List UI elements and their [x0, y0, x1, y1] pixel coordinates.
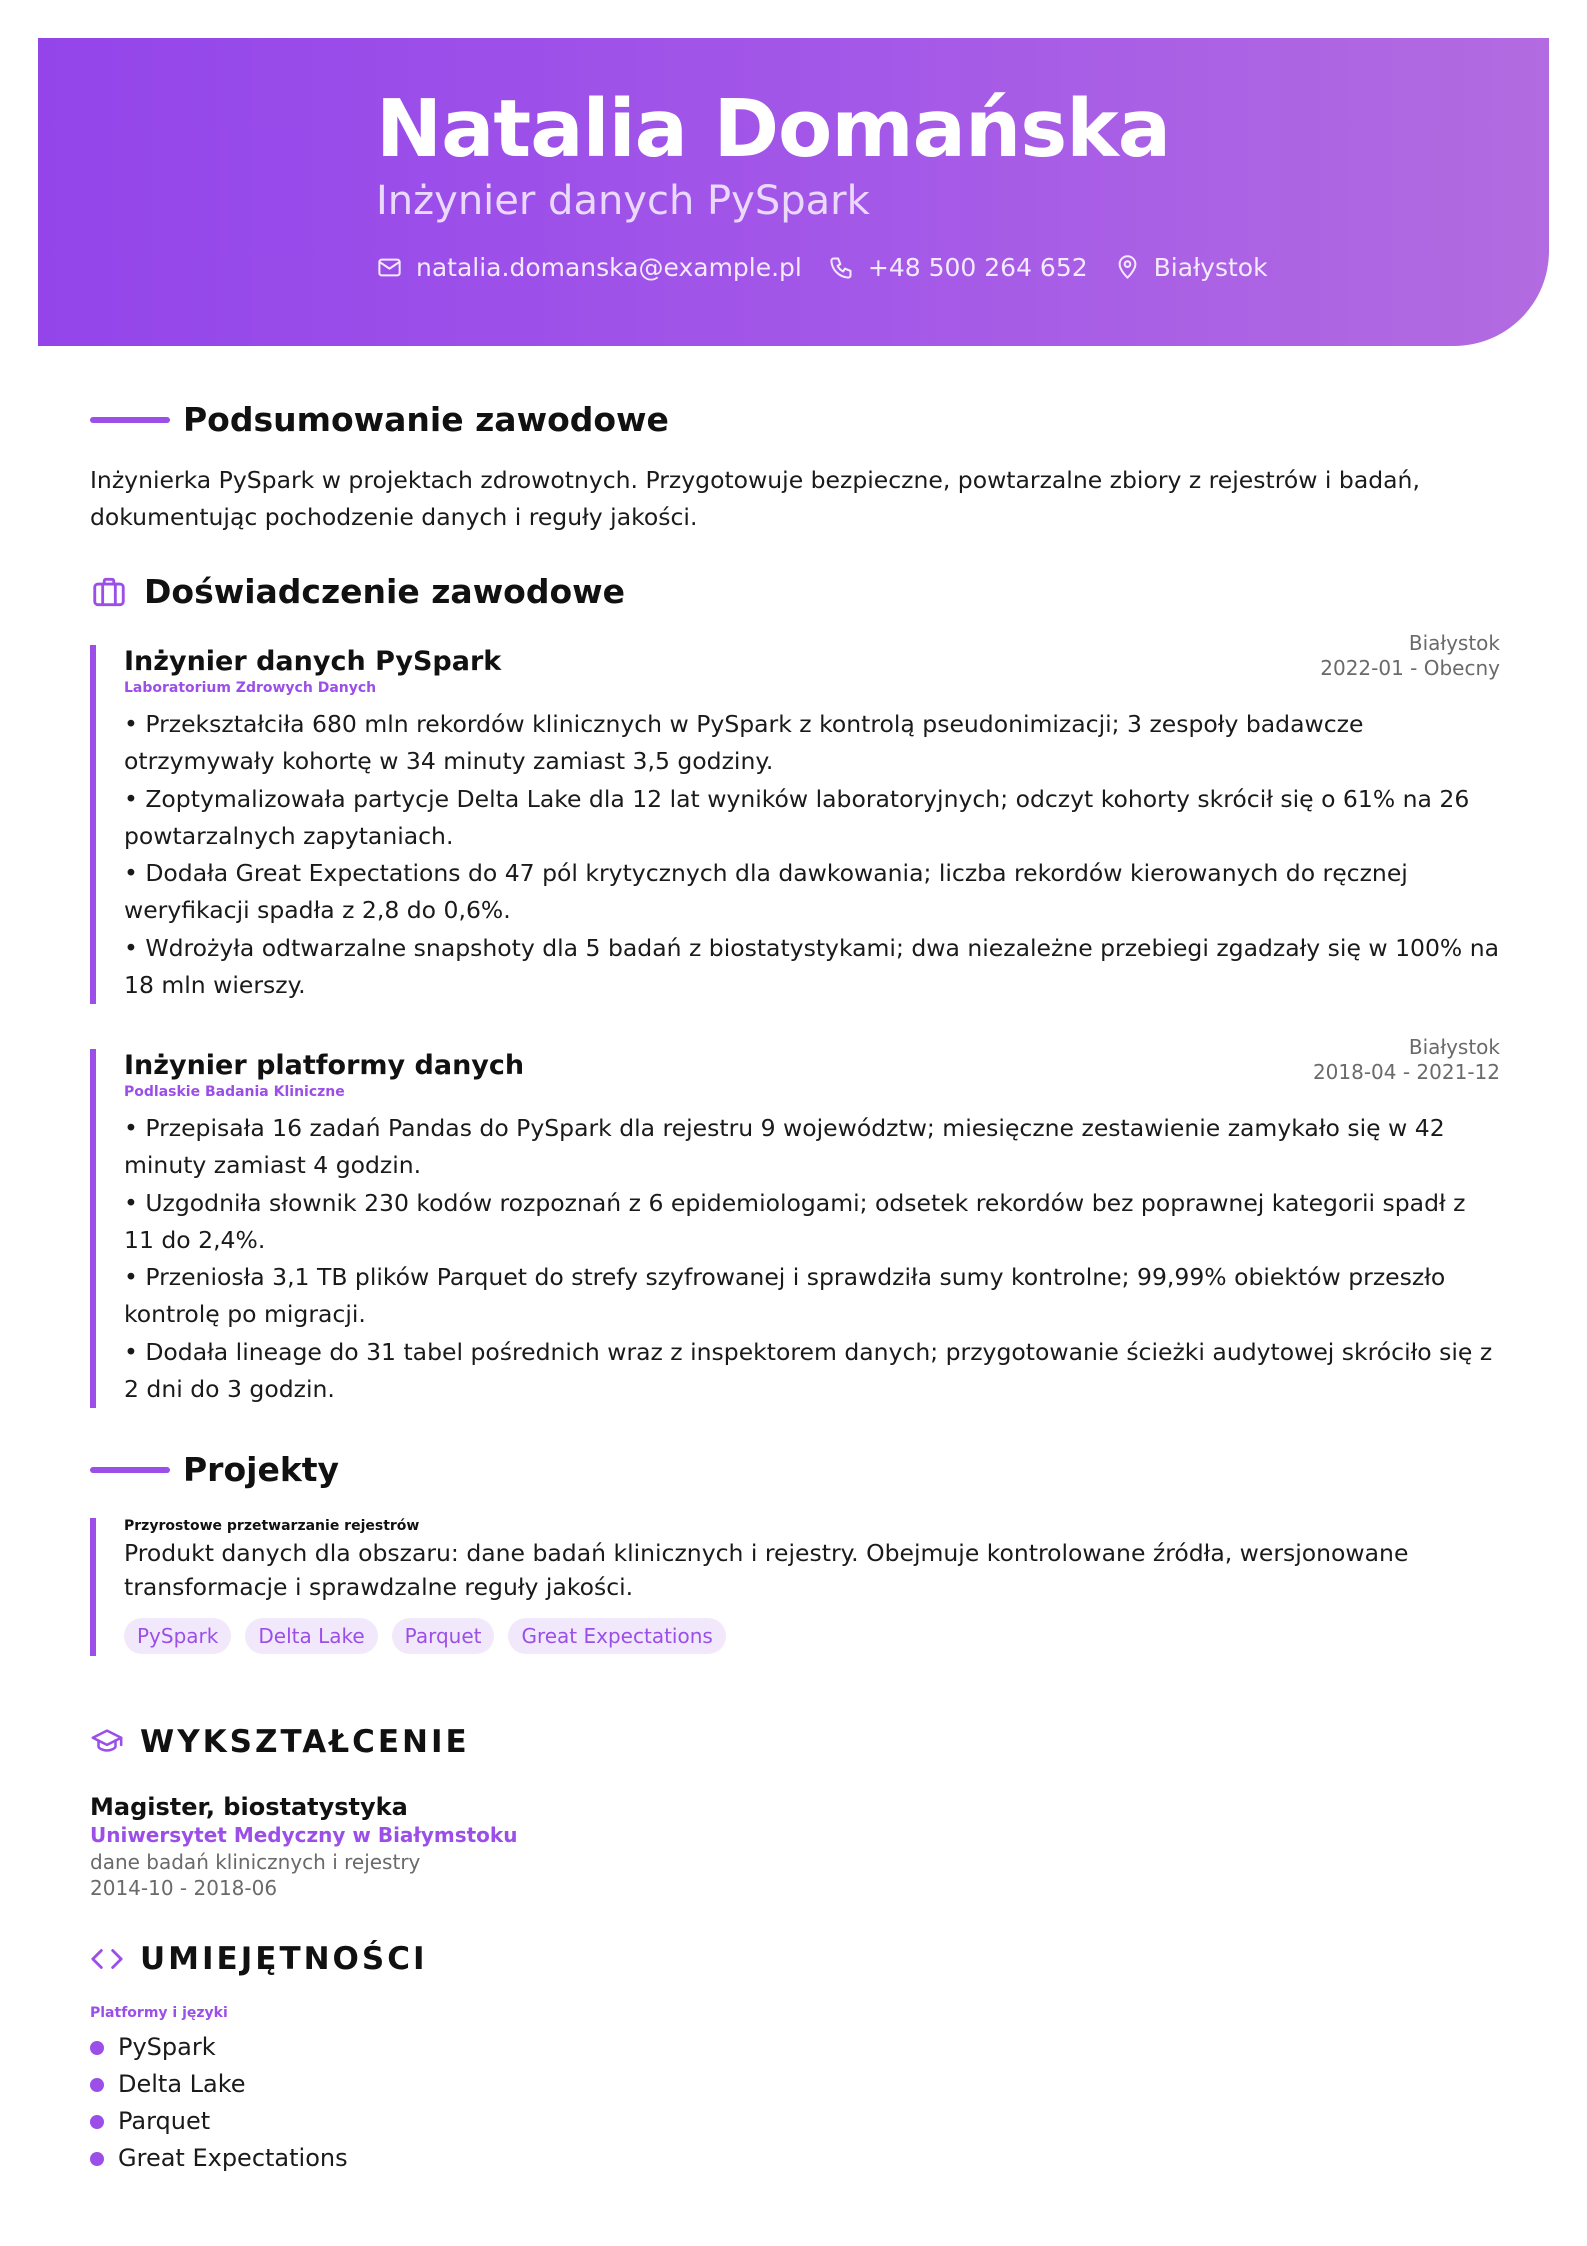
education-heading: [90, 1724, 470, 1760]
job-dates: 2022-01 - Obecny: [1320, 656, 1500, 680]
heading-accent-line: [90, 1467, 170, 1473]
job-bullets: [124, 1110, 1500, 1408]
email-text: natalia.domanska@example.pl: [416, 252, 802, 282]
job-bullet: • Przeniosła 3,1 TB plików Parquet do strefy szyfrowanej i sprawdziła sumy kontrolne; 99,99% obiektów przeszło kontrolę po migracji.: [124, 1263, 1446, 1329]
bullet-dot: [90, 2152, 104, 2166]
project-tag: Great Expectations: [508, 1618, 725, 1654]
job-meta: [1313, 1035, 1500, 1100]
job-bullet: • Zoptymalizowała partycje Delta Lake dla 12 lat wyników laboratoryjnych; odczyt kohorty skrócił się o 61% na 26 powtarzalnych zapytaniach.: [124, 784, 1470, 850]
contact-email[interactable]: [376, 253, 802, 282]
job-bullet: • Dodała Great Expectations do 47 pól krytycznych dla dawkowania; liczba rekordów kierowanych do ręcznej weryfikacji spadła z 2,8 do 0,6%.: [124, 859, 1408, 925]
header-banner: [38, 38, 1549, 346]
education-degree: Magister, biostatystyka: [90, 1793, 408, 1821]
project-title: Przyrostowe przetwarzanie rejestrów: [124, 1518, 420, 1534]
envelope-icon: [376, 254, 403, 281]
skill-label: Great Expectations: [118, 2144, 348, 2172]
section-title: Doświadczenie zawodowe: [144, 572, 626, 611]
heading-accent-line: [90, 417, 170, 423]
education-dates: 2014-10 - 2018-06: [90, 1876, 278, 1900]
job-bullet: • Uzgodniła słownik 230 kodów rozpoznań z 6 epidemiologami; odsetek rekordów bez poprawnej kategorii spadł z 11 do 2,4%.: [124, 1188, 1466, 1254]
phone-icon: [828, 254, 855, 281]
project-description: Produkt danych dla obszaru: dane badań klinicznych i rejestry. Obejmuje kontrolowane źródła, wersjonowane transformacje i sprawdzalne reguły jakości.: [124, 1539, 1409, 1601]
education-entry: [90, 1792, 517, 1901]
job-title: Inżynier danych PySpark: [124, 646, 502, 677]
project-tag: Parquet: [392, 1618, 495, 1654]
header-content: [376, 84, 1294, 282]
section-title: Projekty: [183, 1450, 340, 1489]
skill-item: [90, 2066, 348, 2103]
bullet-dot: [90, 2115, 104, 2129]
map-pin-icon: [1114, 254, 1141, 281]
skill-item: [90, 2029, 348, 2066]
contact-row: [376, 253, 1294, 282]
education-field: dane badań klinicznych i rejestry: [90, 1850, 421, 1874]
project-tag: PySpark: [124, 1618, 231, 1654]
section-title: WYKSZTAŁCENIE: [140, 1724, 470, 1760]
job-location: Białystok: [1408, 631, 1500, 655]
job-header: [124, 1035, 1500, 1100]
experience-heading: [90, 572, 625, 611]
job-location: Białystok: [1408, 1035, 1500, 1059]
skill-category: Platformy i języki: [90, 2005, 228, 2021]
job-header: [124, 631, 1500, 696]
skill-label: PySpark: [118, 2033, 216, 2061]
section-title: UMIEJĘTNOŚCI: [140, 1941, 428, 1977]
skill-label: Delta Lake: [118, 2070, 246, 2098]
job-bullet: • Przepisała 16 zadań Pandas do PySpark dla rejestru 9 województw; miesięczne zestawienie zamykało się w 42 minuty zamiast 4 godzin.: [124, 1114, 1445, 1180]
summary-heading: [90, 400, 669, 439]
bullet-dot: [90, 2078, 104, 2092]
project-tag: Delta Lake: [245, 1618, 377, 1654]
projects-heading: [90, 1450, 339, 1489]
summary-text: Inżynierka PySpark w projektach zdrowotnych. Przygotowuje bezpieczne, powtarzalne zbiory z rejestrów i badań, dokumentując pochodzenie danych i reguły jakości.: [90, 466, 1420, 531]
contact-location: [1114, 253, 1268, 282]
job-bullet: • Wdrożyła odtwarzalne snapshoty dla 5 badań z biostatystykami; dwa niezależne przebiegi zgadzały się w 100% na 18 mln wierszy.: [124, 933, 1500, 1000]
project-tags: [124, 1618, 1500, 1654]
job-title: Inżynier platformy danych: [124, 1050, 525, 1081]
skill-item: [90, 2103, 348, 2140]
job-entry: [90, 631, 1500, 1004]
phone-text: +48 500 264 652: [867, 252, 1088, 282]
graduation-cap-icon: [90, 1725, 124, 1759]
job-bullet: • Przekształciła 680 mln rekordów klinicznych w PySpark z kontrolą pseudonimizacji; 3 zespoły badawcze otrzymywały kohortę w 34 minuty zamiast 3,5 godziny.: [124, 710, 1364, 776]
job-bullet: • Dodała lineage do 31 tabel pośrednich wraz z inspektorem danych; przygotowanie ścieżki audytowej skróciło się z 2 dni do 3 godzin.: [124, 1337, 1493, 1404]
education-university: Uniwersytet Medyczny w Białymstoku: [90, 1823, 518, 1847]
section-title: Podsumowanie zawodowe: [183, 400, 669, 439]
job-bullets: [124, 706, 1500, 1004]
skills-heading: [90, 1941, 428, 1977]
job-dates: 2018-04 - 2021-12: [1312, 1060, 1500, 1084]
skills-list: [90, 2005, 348, 2177]
skill-item: [90, 2140, 348, 2177]
job-company: Laboratorium Zdrowych Danych: [124, 680, 377, 696]
bullet-dot: [90, 2041, 104, 2055]
candidate-role: Inżynier danych PySpark: [376, 177, 870, 224]
skill-label: Parquet: [118, 2107, 211, 2135]
candidate-name: Natalia Domańska: [376, 83, 1171, 175]
job-entry: [90, 1035, 1500, 1408]
briefcase-icon: [90, 573, 128, 611]
contact-phone[interactable]: [828, 253, 1088, 282]
project-entry: [90, 1518, 1500, 1656]
job-company: Podlaskie Badania Kliniczne: [124, 1084, 345, 1100]
code-icon: [90, 1942, 124, 1976]
location-text: Białystok: [1153, 252, 1268, 282]
job-meta: [1320, 631, 1500, 696]
